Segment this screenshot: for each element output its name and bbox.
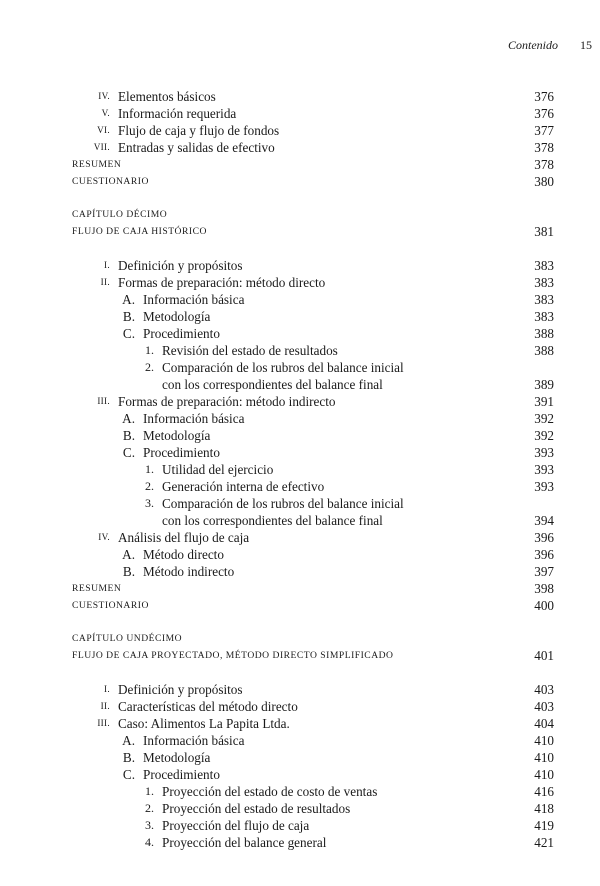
toc-entry-title: Información requerida (118, 106, 237, 121)
toc-entry-page: 404 (534, 716, 554, 731)
toc-entry-title: Flujo de caja y flujo de fondos (118, 123, 280, 138)
toc-entry-title: Proyección del balance general (162, 835, 327, 850)
toc-entry-title: con los correspondientes del balance final (162, 377, 383, 392)
toc-entry-number: IV. (98, 532, 110, 542)
toc-entry-page: 388 (534, 326, 554, 341)
toc-entry-number: 2. (145, 360, 154, 374)
toc-entry (0, 766, 600, 783)
toc-entry-number: A. (122, 292, 135, 307)
toc-entry-title: Proyección del flujo de caja (162, 818, 310, 833)
toc-entry-title: Utilidad del ejercicio (162, 462, 274, 477)
toc-entry-number: B. (122, 564, 135, 579)
toc-entry-number: V. (101, 108, 110, 118)
toc-entry-number: 2. (145, 801, 154, 815)
toc-entry (0, 546, 600, 563)
toc-entry-page: 383 (534, 292, 554, 307)
toc-entry (0, 105, 600, 122)
toc-entry (0, 783, 600, 800)
toc-entry (0, 597, 600, 614)
toc-entry-number: B. (122, 309, 135, 324)
toc-entry (0, 834, 600, 851)
toc-entry-number: III. (97, 718, 110, 728)
toc-entry-page: 383 (534, 258, 554, 273)
toc-entry-title: CUESTIONARIO (72, 176, 149, 187)
toc-entry-page: 419 (534, 818, 554, 833)
toc-entry (0, 495, 600, 512)
toc-entry (0, 393, 600, 410)
toc-entry-title: Elementos básicos (118, 89, 216, 104)
toc-entry-title: Análisis del flujo de caja (118, 530, 250, 545)
toc-entry-page: 416 (534, 784, 554, 799)
toc-entry-page: 393 (534, 445, 554, 460)
toc-entry (0, 461, 600, 478)
toc-entry-page: 396 (534, 547, 554, 562)
toc-entry-title: Procedimiento (143, 445, 220, 460)
toc-entry-title: Información básica (143, 292, 245, 307)
toc-entry-page: 398 (534, 581, 554, 596)
toc-entry (0, 342, 600, 359)
toc-entry-number: 4. (145, 835, 154, 849)
toc-entry-title: Metodología (143, 750, 211, 765)
toc-entry-number: I. (104, 684, 110, 694)
toc-entry (0, 630, 600, 647)
toc-entry-number: B. (122, 750, 135, 765)
toc-entry-page: 418 (534, 801, 554, 816)
toc-entry-number: 1. (145, 462, 154, 476)
toc-entry-page: 393 (534, 462, 554, 477)
toc-entry-page: 421 (534, 835, 554, 850)
toc-entry-page: 377 (534, 123, 554, 138)
toc-entry-number: C. (122, 767, 135, 782)
toc-entry (0, 308, 600, 325)
toc-entry-number: III. (97, 396, 110, 406)
toc-entry (0, 478, 600, 495)
toc-entry-page: 381 (534, 224, 554, 239)
toc-entry-title: Información básica (143, 733, 245, 748)
toc-entry (0, 173, 600, 190)
toc-entry (0, 206, 600, 223)
toc-entry (0, 359, 600, 376)
toc-entry-page: 383 (534, 309, 554, 324)
toc-entry-title: FLUJO DE CAJA HISTÓRICO (72, 226, 207, 237)
toc-entry (0, 122, 600, 139)
toc-entry-page: 410 (534, 750, 554, 765)
toc-entry (0, 410, 600, 427)
toc-entry-page: 393 (534, 479, 554, 494)
toc-entry-number: 2. (145, 479, 154, 493)
toc-entry-page: 383 (534, 275, 554, 290)
toc-entry-title: Procedimiento (143, 767, 220, 782)
toc-entry-title: RESUMEN (72, 583, 122, 594)
toc-entry-page: 392 (534, 428, 554, 443)
toc-entry (0, 88, 600, 105)
toc-entry-number: C. (122, 445, 135, 460)
toc-entry-number: II. (100, 277, 110, 287)
toc-entry (0, 580, 600, 597)
toc-entry (0, 156, 600, 173)
toc-entry-page: 378 (534, 140, 554, 155)
toc-entry-title: Entradas y salidas de efectivo (118, 140, 275, 155)
toc-entry-page: 389 (534, 377, 554, 392)
toc-entry-number: A. (122, 547, 135, 562)
toc-entry (0, 325, 600, 342)
toc-entry-title: RESUMEN (72, 159, 122, 170)
toc-entry-title: Información básica (143, 411, 245, 426)
toc-entry-title: Formas de preparación: método directo (118, 275, 326, 290)
toc-entry-page: 410 (534, 767, 554, 782)
toc-entry-number: 3. (145, 818, 154, 832)
toc-entry-page: 392 (534, 411, 554, 426)
toc-entry-page: 397 (534, 564, 554, 579)
toc-entry-title: Proyección del estado de costo de ventas (162, 784, 378, 799)
toc-entry-title: Metodología (143, 428, 211, 443)
toc-entry-title: Proyección del estado de resultados (162, 801, 351, 816)
toc-entry-page: 378 (534, 157, 554, 172)
running-head-title: Contenido (508, 38, 558, 52)
toc-entry (0, 139, 600, 156)
toc-entry-title: Definición y propósitos (118, 258, 243, 273)
toc-entry-title: Procedimiento (143, 326, 220, 341)
toc-entry-title: Definición y propósitos (118, 682, 243, 697)
toc-entry-number: I. (104, 260, 110, 270)
toc-entry (0, 563, 600, 580)
toc-entry-number: VII. (93, 142, 110, 152)
toc-entry-title: Revisión del estado de resultados (162, 343, 338, 358)
toc-entry-number: 3. (145, 496, 154, 510)
toc-entry (0, 698, 600, 715)
toc-entry-page: 401 (534, 648, 554, 663)
toc-entry (0, 681, 600, 698)
toc-entry-page: 410 (534, 733, 554, 748)
toc-entry-number: A. (122, 733, 135, 748)
toc-entry-title: Características del método directo (118, 699, 298, 714)
toc-entry (0, 817, 600, 834)
toc-entry (0, 749, 600, 766)
toc-entry-number: B. (122, 428, 135, 443)
toc-entry (0, 529, 600, 546)
toc-entry (0, 512, 600, 529)
toc-entry (0, 647, 600, 664)
toc-entry-title: Comparación de los rubros del balance inicial (162, 360, 404, 375)
toc-entry-page: 396 (534, 530, 554, 545)
toc-entry-page: 388 (534, 343, 554, 358)
toc-entry (0, 800, 600, 817)
toc-entry-title: CAPÍTULO DÉCIMO (72, 209, 168, 220)
toc-entry-number: VI. (97, 125, 110, 135)
toc-entry (0, 291, 600, 308)
toc-entry (0, 427, 600, 444)
running-head-page-number: 15 (580, 38, 592, 52)
toc-entry (0, 444, 600, 461)
toc-entry-number: IV. (98, 91, 110, 101)
toc-entry-title: Metodología (143, 309, 211, 324)
toc-entry-page: 380 (534, 174, 554, 189)
toc-entry-page: 403 (534, 682, 554, 697)
toc-entry-number: 1. (145, 343, 154, 357)
toc-entry-number: A. (122, 411, 135, 426)
toc-entry (0, 257, 600, 274)
toc-entry-title: Método indirecto (143, 564, 235, 579)
toc-entry (0, 274, 600, 291)
toc-entry-title: CAPÍTULO UNDÉCIMO (72, 633, 183, 644)
toc-entry (0, 732, 600, 749)
toc-entry-title: Generación interna de efectivo (162, 479, 325, 494)
toc-entry-title: Método directo (143, 547, 224, 562)
toc-entry-title: Comparación de los rubros del balance inicial (162, 496, 404, 511)
toc-entry-page: 376 (534, 106, 554, 121)
toc-entry-title: con los correspondientes del balance final (162, 513, 383, 528)
toc-entry (0, 376, 600, 393)
toc-entry (0, 223, 600, 240)
toc-entry-page: 403 (534, 699, 554, 714)
toc-entry (0, 715, 600, 732)
toc-entry-title: Formas de preparación: método indirecto (118, 394, 336, 409)
toc-entry-title: CUESTIONARIO (72, 600, 149, 611)
toc-entry-number: 1. (145, 784, 154, 798)
toc-entry-title: Caso: Alimentos La Papita Ltda. (118, 716, 290, 731)
toc-entry-number: C. (122, 326, 135, 341)
toc-entry-page: 400 (534, 598, 554, 613)
toc-entry-page: 391 (534, 394, 554, 409)
toc-entry-page: 394 (534, 513, 554, 528)
toc-entry-page: 376 (534, 89, 554, 104)
toc-entry-title: FLUJO DE CAJA PROYECTADO, MÉTODO DIRECTO SIMPLIFICADO (72, 650, 394, 661)
toc-entry-number: II. (100, 701, 110, 711)
